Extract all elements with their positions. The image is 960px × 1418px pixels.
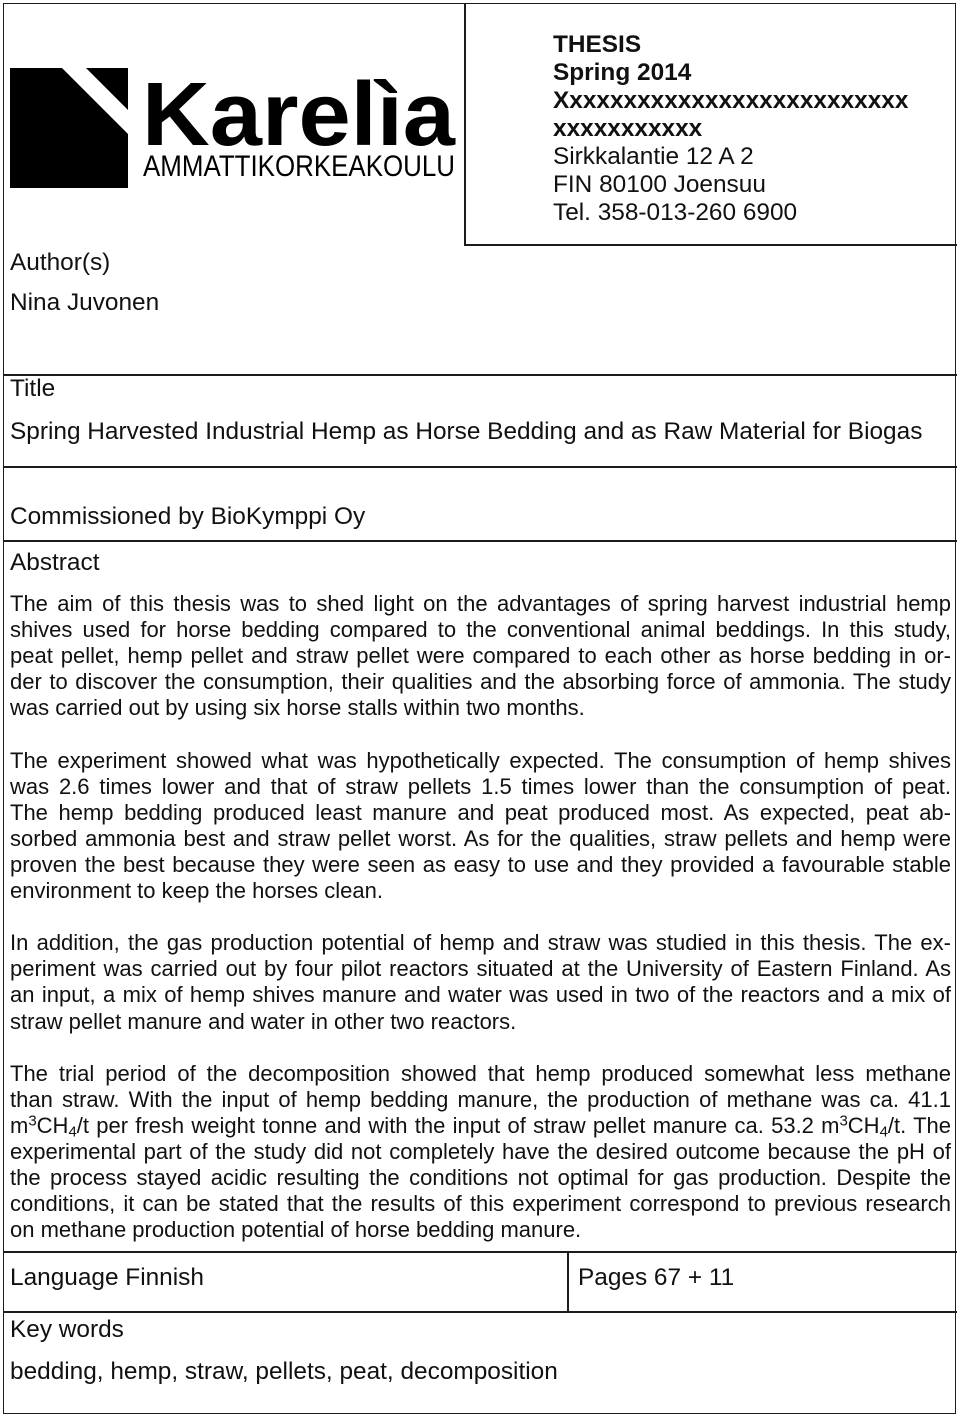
subscript: 4: [68, 1123, 77, 1141]
abstract-line: [10, 1113, 951, 1139]
abstract-line: periment was carried out by four pilot reactors situated at the University of Eastern Finland. As: [10, 956, 951, 982]
phone: Tel. 358-013-260 6900: [553, 199, 798, 226]
language: Language Finnish: [10, 1264, 204, 1291]
abstract-line: the process stayed acidic resulting the conditions not optimal for gas production. Despite the: [10, 1165, 951, 1191]
abstract-line: an input, a mix of hemp shives manure and water was used in two of the reactors and a mix of: [10, 982, 951, 1008]
abstract-line: on methane production potential of horse bedding manure.: [10, 1217, 582, 1243]
abstract-label: Abstract: [10, 549, 100, 576]
rule-below-language: [3, 1311, 957, 1313]
abstract-paragraph: [10, 591, 951, 721]
abstract-line: shives used for horse bedding compared to the conventional animal beddings. In this study,: [10, 617, 951, 643]
keywords-value: bedding, hemp, straw, pellets, peat, decomposition: [10, 1358, 558, 1385]
term: Spring 2014: [553, 59, 692, 86]
rule-below-commissioned: [3, 540, 957, 542]
abstract-body: [10, 591, 951, 1243]
abstract-line: straw pellet manure and water in other two reactors.: [10, 1008, 517, 1034]
abstract-line: conditions, it can be stated that the results of this experiment correspond to previous research: [10, 1191, 951, 1217]
author-label: Author(s): [10, 249, 111, 276]
text-run: CH: [847, 1112, 880, 1138]
abstract-line: experimental part of the study did not completely have the desired outcome because the pH of: [10, 1138, 951, 1164]
abstract-line: sorbed ammonia best and straw pellet worst. As for the qualities, straw pellets and hemp were: [10, 825, 951, 851]
abstract-paragraph: [10, 1061, 951, 1244]
author-name: Nina Juvonen: [10, 289, 160, 316]
rule-language-pages-divider: [567, 1251, 569, 1312]
subscript: 4: [879, 1123, 888, 1141]
abstract-line: was 2.6 times lower and that of straw pellets 1.5 times lower than the consumption of peat.: [10, 773, 951, 799]
abstract-line: was carried out by using six horse stalls within two months.: [10, 695, 585, 721]
abstract-line: The aim of this thesis was to shed light on the advantages of spring harvest industrial hemp: [10, 591, 951, 616]
commissioned-by: Commissioned by BioKymppi Oy: [10, 503, 366, 530]
text-run: /t per fresh weight tonne and with the input of straw pellet manure ca. 53.2 m: [76, 1112, 840, 1138]
address: Sirkkalantie 12 A 2: [553, 143, 754, 170]
abstract-line: In addition, the gas production potential of hemp and straw was studied in this thesis. The ex-: [10, 930, 951, 956]
logo-wordmark: Karelìa: [142, 65, 456, 165]
text-run: /t. The: [887, 1112, 951, 1138]
document-type: THESIS: [553, 31, 642, 58]
abstract-line: der to discover the consumption, their qualities and the absorbing force of ammonia. The study: [10, 669, 951, 695]
text-run: m: [10, 1112, 29, 1138]
logo-subtitle: AMMATTIKORKEAKOULU: [143, 150, 455, 183]
abstract-paragraph: [10, 748, 951, 905]
title-label: Title: [10, 375, 56, 402]
abstract-line: The experiment showed what was hypothetically expected. The consumption of hemp shives: [10, 747, 951, 773]
rule-below-author: [3, 374, 957, 376]
rule-header-cell-bottom: [464, 244, 957, 246]
keywords-label: Key words: [10, 1316, 124, 1343]
text-run: CH: [36, 1112, 69, 1138]
abstract-paragraph: [10, 930, 951, 1034]
pages: Pages 67 + 11: [578, 1264, 735, 1291]
abstract-line: than straw. With the input of hemp bedding manure, the production of methane was ca. 41.1: [10, 1086, 951, 1112]
superscript: 3: [28, 1112, 37, 1130]
abstract-line: The trial period of the decomposition showed that hemp produced somewhat less methane: [10, 1060, 951, 1086]
abstract-line: environment to keep the horses clean.: [10, 878, 384, 904]
abstract-line: peat pellet, hemp pellet and straw pellet were compared to each other as horse bedding in or-: [10, 643, 951, 669]
abstract-line: The hemp bedding produced least manure and peat produced most. As expected, peat ab-: [10, 799, 951, 825]
placeholder-line-1: Xxxxxxxxxxxxxxxxxxxxxxxxxx: [553, 87, 909, 114]
abstract-line: proven the best because they were seen as easy to use and they provided a favourable stable: [10, 851, 951, 877]
thesis-title: Spring Harvested Industrial Hemp as Horse Bedding and as Raw Material for Biogas: [10, 418, 923, 445]
karelia-logo: [0, 0, 465, 245]
rule-below-title: [3, 466, 957, 468]
postal-address: FIN 80100 Joensuu: [553, 171, 766, 198]
placeholder-line-2: xxxxxxxxxxx: [553, 115, 703, 142]
superscript: 3: [839, 1112, 848, 1130]
rule-above-language: [3, 1251, 957, 1253]
